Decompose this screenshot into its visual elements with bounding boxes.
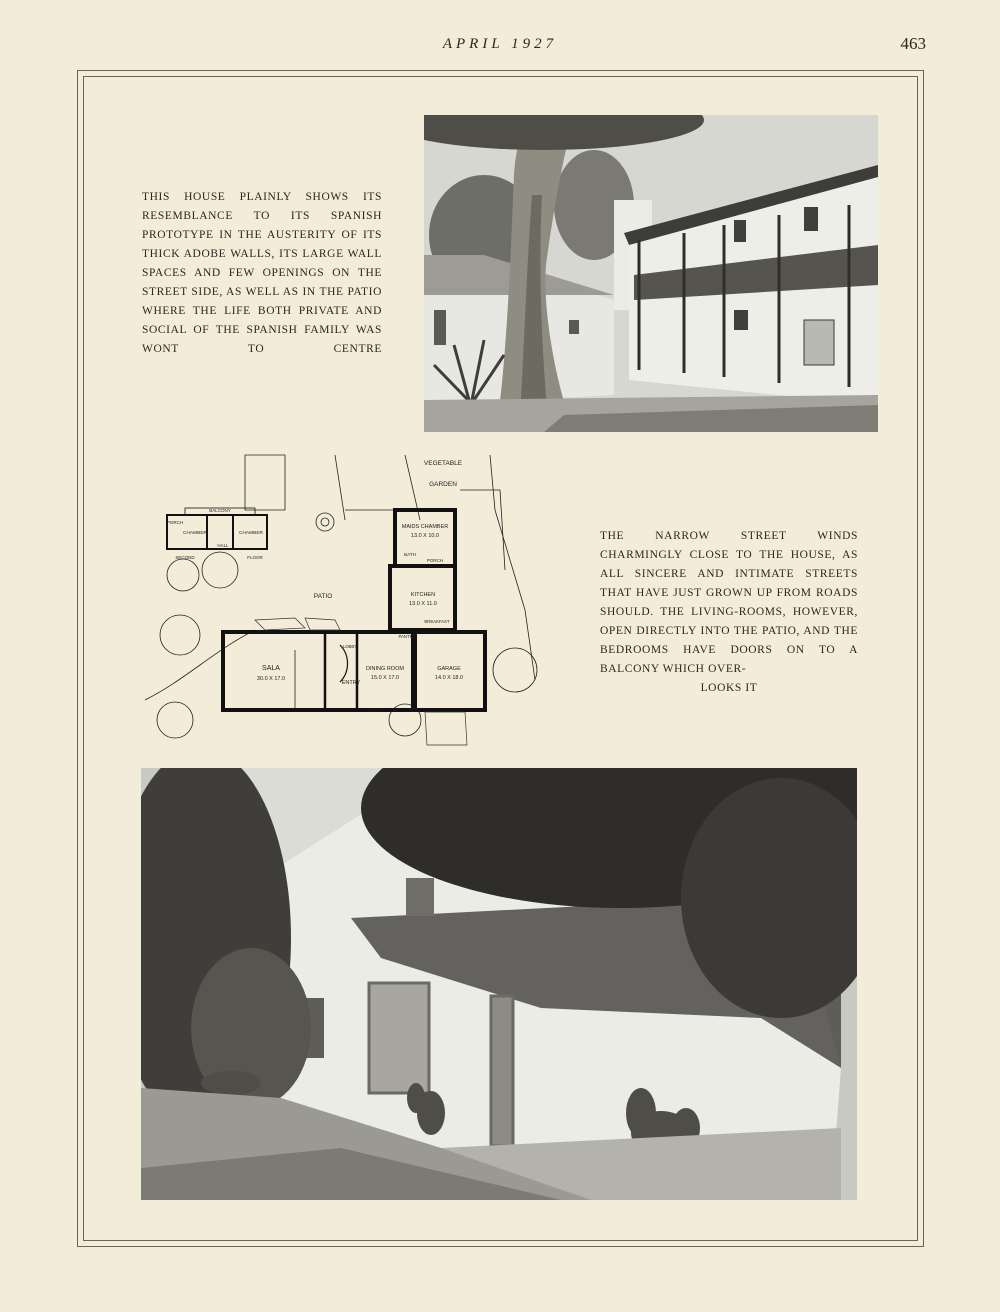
plan-label-kitchen: KITCHEN	[410, 592, 436, 598]
plan-label-porch-lower: PORCH	[426, 558, 444, 563]
plan-label-balcony: BALCONY	[209, 508, 231, 513]
plan-label-floor: FLOOR	[247, 555, 263, 560]
caption-middle	[600, 527, 858, 698]
plan-label-vegetable: VEGETABLE	[423, 460, 463, 467]
plan-label-hall: HALL	[217, 543, 229, 548]
plan-label-dining: DINING ROOM	[366, 666, 404, 672]
plan-label-shelf: SHELF	[368, 708, 382, 713]
page-number: 463	[900, 34, 926, 53]
plan-label-dining-dim: 15.0 X 17.0	[370, 675, 400, 681]
plan-label-lobby: LOBBY	[342, 644, 358, 649]
courtyard-photo	[424, 115, 878, 432]
plan-label-pantry: PANTRY	[398, 634, 416, 639]
plan-label-chamber-right: CHAMBER	[239, 531, 263, 536]
plan-label-garage-dim: 14.0 X 18.0	[434, 675, 464, 681]
floor-plan	[145, 450, 540, 747]
plan-label-porch: PORCH	[166, 520, 184, 525]
plan-label-breakfast: BREAKFAST	[424, 619, 450, 624]
street-photo	[141, 768, 857, 1200]
plan-label-sala-dim: 30.0 X 17.0	[256, 676, 286, 682]
caption-middle-body: THE NARROW STREET WINDS CHARMINGLY CLOSE TO THE HOUSE, AS ALL SINCERE AND INTIMATE STREETS THAT HAVE JUST GROWN UP FROM ROADS SHOULD. THE LIVING-ROOMS, HOWEVER, OPEN DIRECTLY INTO THE PATIO, AND THE BEDROOMS HAVE DOORS ON TO A BALCONY WHICH OVER-	[600, 530, 858, 675]
plan-label-kitchen-dim: 13.0 X 11.0	[409, 601, 437, 607]
plan-label-entry: ENTRY	[341, 680, 361, 686]
plan-label-second: SECOND	[175, 555, 195, 560]
plan-label-bath: BATH	[404, 552, 416, 557]
header-title: APRIL 1927	[442, 36, 558, 52]
plan-label-chamber-left: CHAMBER	[183, 531, 207, 536]
plan-label-sala: SALA	[262, 665, 280, 672]
plan-label-maids-dim: 13.0 X 10.0	[410, 533, 440, 539]
plan-label-maids: MAIDS CHAMBER	[401, 524, 449, 530]
plan-label-patio: PATIO	[313, 593, 333, 600]
plan-label-garden: GARDEN	[429, 481, 457, 488]
caption-top: THIS HOUSE PLAINLY SHOWS ITS RESEMBLANCE TO ITS SPANISH PROTOTYPE IN THE AUSTERITY OF ITS THICK ADOBE WALLS, ITS LARGE WALL SPACES AND FEW OPENINGS ON THE STREET SIDE, AS WELL AS IN THE PATIO WHERE THE LIFE BOTH PRIVATE AND SOCIAL OF THE SPANISH FAMILY WAS WONT TO CENTRE	[142, 191, 382, 355]
caption-middle-tail: LOOKS IT	[700, 682, 758, 694]
plan-label-garage: GARAGE	[437, 666, 461, 672]
